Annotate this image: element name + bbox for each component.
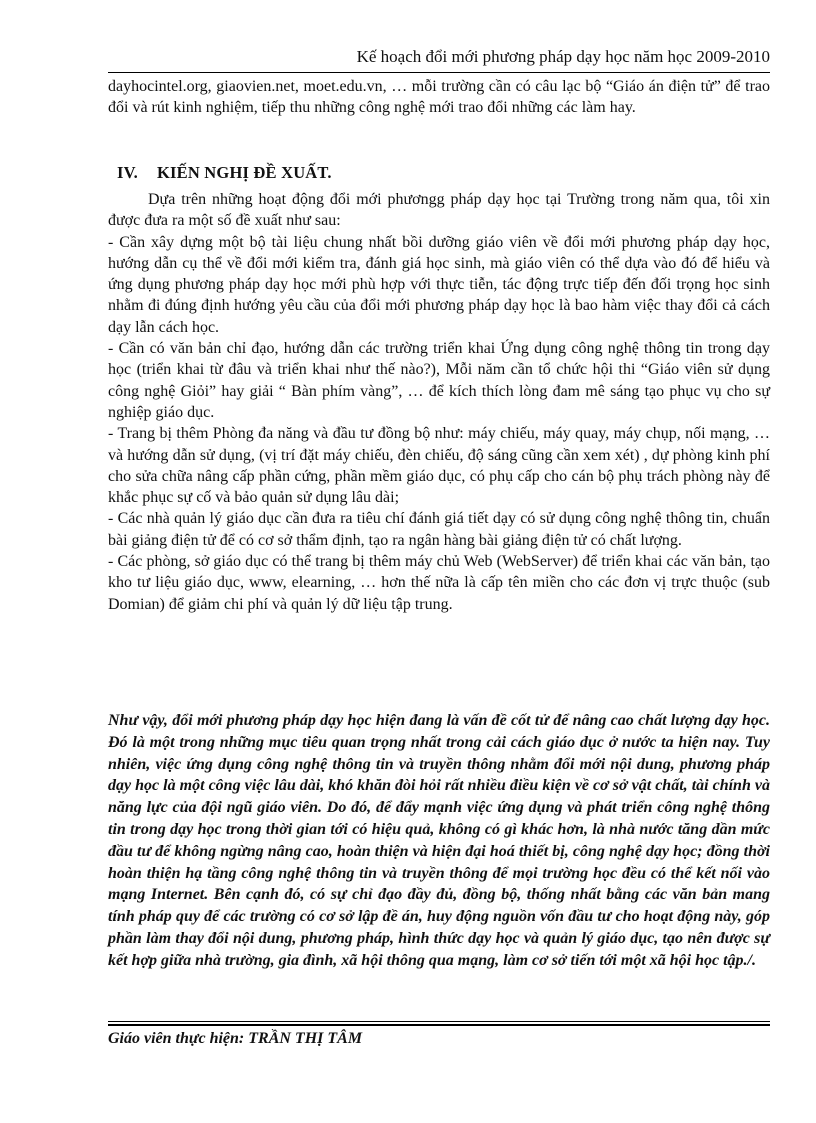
header-divider — [108, 72, 770, 73]
proposal-item: - Cần xây dựng một bộ tài liệu chung nhất bồi dưỡng giáo viên về đổi mới phương pháp dạy học, hướng dẫn cụ thể về đổi mới kiểm tra, đánh giá học sinh, mà giáo viên có thể dựa vào đó để hiểu và ứng dụng phương pháp dạy học mới phù hợp với thực tiễn, tác động trực tiếp đến đối trọng học sinh nhằm đi đúng định hướng yêu cầu của đổi mới phương pháp dạy học là bao hàm việc thay đổi cả cách dạy lẫn cách học. — [108, 233, 770, 336]
conclusion-paragraph — [108, 710, 770, 972]
intro-paragraph — [108, 76, 770, 118]
proposal-body — [108, 189, 770, 615]
footer-divider-thin — [108, 1021, 770, 1022]
section-heading — [117, 163, 332, 183]
proposal-item: - Các nhà quản lý giáo dục cần đưa ra tiêu chí đánh giá tiết dạy có sử dụng công nghệ thông tin, chuẩn bài giảng điện tử để có cơ sở thẩm định, tạo ra ngân hàng bài giảng điện tử có chất lượng. — [108, 510, 770, 549]
proposal-item: - Trang bị thêm Phòng đa năng và đầu tư đồng bộ như: máy chiếu, máy quay, máy chụp, nối mạng, …và hướng dẫn sử dụng, (vị trí đặt máy chiếu, đèn chiếu, độ sáng cũng cần xem xét) , dự phòng kinh phí cho sửa chữa nâng cấp phần cứng, phần mềm giáo dục, có phụ cấp cho cán bộ phụ trách phòng này để khắc phục sự cố và bảo quản sử dụng lâu dài; — [108, 425, 770, 507]
section-number: IV. — [117, 163, 138, 182]
page-header: Kế hoạch đổi mới phương pháp dạy học năm học 2009-2010 — [356, 47, 770, 66]
intro-text: dayhocintel.org, giaovien.net, moet.edu.vn, … mỗi trường cần có câu lạc bộ “Giáo án điện tử” để trao đổi và rút kinh nghiệm, tiếp thu những công nghệ mới trao đổi những các làm hay. — [108, 78, 770, 116]
proposal-item: - Cần có văn bản chỉ đạo, hướng dẫn các trường triển khai Ứng dụng công nghệ thông tin trong dạy học (triển khai từ đâu và triển khai như thế nào?), Mỗi năm cần tổ chức hội thi “Giáo viên sử dụng công nghệ Giỏi” hay giải “ Bàn phím vàng”, … để kích thích lòng đam mê sáng tạo phục vụ cho sự nghiệp giáo dục. — [108, 340, 770, 421]
footer-divider-thick — [108, 1024, 770, 1026]
section-title: KIẾN NGHỊ ĐỀ XUẤT. — [157, 163, 332, 182]
proposal-item: - Các phòng, sở giáo dục có thể trang bị thêm máy chủ Web (WebServer) để triển khai các văn bản, tạo kho tư liệu giáo dục, www, elearning, … hơn thế nữa là cấp tên miền cho các đơn vị trực thuộc (sub Domian) để giảm chi phí và quản lý dữ liệu tập trung. — [108, 553, 770, 613]
page-footer: Giáo viên thực hiện: TRẦN THỊ TÂM — [108, 1030, 363, 1047]
lead-paragraph: Dựa trên những hoạt động đổi mới phươngg pháp dạy học tại Trường trong năm qua, tôi xin được đưa ra một số đề xuất như sau: — [108, 191, 770, 230]
conclusion-text: Như vậy, đổi mới phương pháp dạy học hiện đang là vấn đề cốt tử để nâng cao chất lượng dạy học. Đó là một trong những mục tiêu quan trọng nhất trong cải cách giáo dục ở nước ta hiện nay. Tuy nhiên, việc ứng dụng công nghệ thông tin và truyền thông nhằm đổi mới nội dung, phương pháp dạy học là một công việc lâu dài, khó khăn đòi hỏi rất nhiều điều kiện về cơ sở vật chất, tài chính và năng lực của đội ngũ giáo viên. Do đó, để đẩy mạnh việc ứng dụng và phát triển công nghệ thông tin trong dạy học trong thời gian tới có hiệu quả, không có gì khác hơn, là nhà nước tăng dần mức đầu tư để không ngừng nâng cao, hoàn thiện và hiện đại hoá thiết bị, công nghệ dạy học; đồng thời hoàn thiện hạ tầng công nghệ thông tin và truyền thông để mọi trường học đều có thể kết nối vào mạng Internet. Bên cạnh đó, có sự chỉ đạo đầy đủ, đồng bộ, thống nhất bằng các văn bản mang tính pháp quy để các trường có cơ sở lập đề án, huy động nguồn vốn đầu tư cho hoạt động này, góp phần làm thay đổi nội dung, phương pháp, hình thức dạy học và quản lý giáo dục, tạo nên được sự kết hợp giữa nhà trường, gia đình, xã hội thông qua mạng, làm cơ sở tiến tới một xã hội học tập./. — [108, 712, 770, 969]
